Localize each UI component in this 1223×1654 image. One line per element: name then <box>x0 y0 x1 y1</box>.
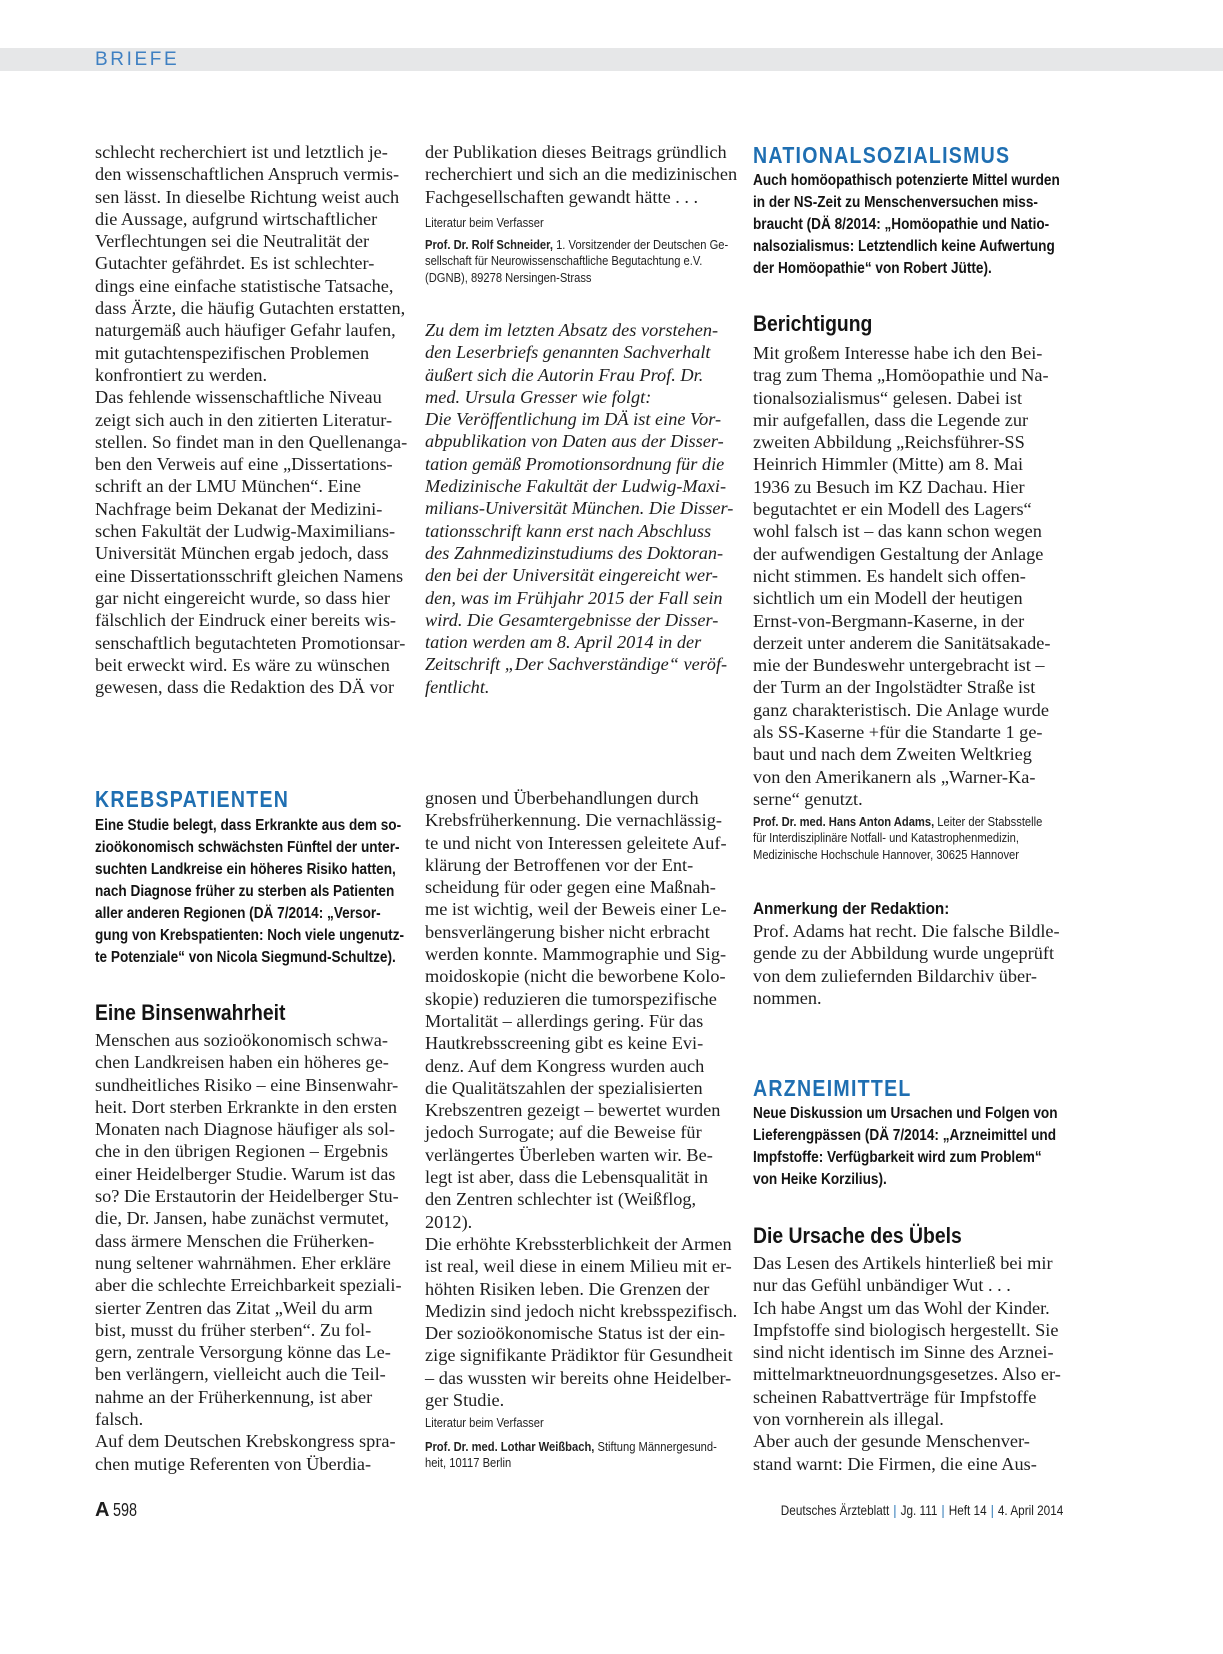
article-teaser <box>95 815 404 969</box>
body-line: Fachgesellschaften gewandt hätte . . . <box>425 186 699 207</box>
body-line: der Publikation dieses Beitrags gründlich <box>425 142 727 162</box>
author-line: sellschaft für Neurowissenschaftliche Begutachtung e.V. <box>425 253 703 269</box>
reply-line: den Leserbriefs genannten Sachverhalt <box>425 342 711 363</box>
literature-note: Literatur beim Verfasser <box>425 214 544 230</box>
body-line: wohl falsch ist – das kann schon wegen <box>753 521 1042 542</box>
body-line: schen Fakultät der Ludwig-Maximilians- <box>95 521 396 542</box>
body-line: schrift an der LMU München“. Eine <box>95 476 362 497</box>
author-name: Prof. Dr. med. Lothar Weißbach, <box>425 1438 595 1454</box>
body-line: gende zu der Abbildung wurde ungeprüft <box>753 943 1055 964</box>
author-signature <box>753 814 1042 864</box>
body-line: te und nicht von Interessen geleitete Auf- <box>425 832 727 853</box>
body-line: klärung der Betroffenen vor der Ent- <box>425 854 694 875</box>
letter-body-col1 <box>95 141 407 698</box>
letter-body-col3 <box>753 342 1050 810</box>
body-line: dass Ärzte, die häufig Gutachten erstatten, <box>95 298 406 319</box>
body-line: eine Dissertationsschrift gleichen Namens <box>95 565 404 586</box>
teaser-line: in der NS-Zeit zu Menschenversuchen miss- <box>753 194 1038 211</box>
body-line: jedoch Surrogate; auf die Beweise für <box>425 1122 702 1143</box>
body-line: senschaftlich begutachteten Promotionsar- <box>95 632 406 653</box>
body-line: als SS-Kaserne +für die Standarte 1 ge- <box>753 722 1043 743</box>
reply-line: Zu dem im letzten Absatz des vorstehen- <box>425 320 719 340</box>
author-name: Prof. Dr. med. Hans Anton Adams, <box>753 813 935 829</box>
body-line: die Qualitätszahlen der spezialisierten <box>425 1077 703 1098</box>
rubric-heading: KREBSPATIENTEN <box>95 786 290 812</box>
body-line: Heinrich Himmler (Mitte) am 8. Mai <box>753 454 1024 475</box>
page-prefix: A <box>95 1499 110 1521</box>
reply-line: Zeitschrift „Der Sachverständige“ veröf- <box>425 654 728 675</box>
footer-separator: | <box>893 1502 897 1518</box>
teaser-line: von Heike Korzilius). <box>753 1171 887 1188</box>
body-line: sundheitliches Risiko – eine Binsenwahr- <box>95 1074 399 1095</box>
body-line: naturgemäß auch häufiger Gefahr laufen, <box>95 320 396 341</box>
body-line: Krebszentren gezeigt – bewertet wurden <box>425 1100 721 1121</box>
body-line: mir aufgefallen, dass die Legende zur <box>753 409 1029 430</box>
body-line: Ich habe Angst um das Wohl der Kinder. <box>753 1297 1050 1318</box>
teaser-line: Neue Diskussion um Ursachen und Folgen von <box>753 1105 1058 1122</box>
body-line: scheidung für oder gegen eine Maßnah- <box>425 877 716 898</box>
body-line: 1936 zu Besuch im KZ Dachau. Hier <box>753 476 1025 497</box>
body-line: serne“ genutzt. <box>753 788 863 809</box>
body-line: fälschlich der Eindruck einer bereits wis- <box>95 610 397 631</box>
body-line: recherchiert und sich an die medizinischen <box>425 164 738 185</box>
body-line: von den Amerikanern als „Warner-Ka- <box>753 766 1036 787</box>
body-line: ben den Verweis auf eine „Dissertations- <box>95 454 393 475</box>
body-line: nommen. <box>753 987 822 1008</box>
article-teaser <box>753 1103 1058 1191</box>
body-line: ist real, weil diese in einem Milieu mit er- <box>425 1256 732 1277</box>
rubric-heading: ARZNEIMITTEL <box>753 1075 912 1101</box>
body-line: den Zentren schlechter ist (Weißflog, <box>425 1189 697 1210</box>
author-affiliation-more <box>425 253 728 287</box>
teaser-line: aller anderen Regionen (DÄ 7/2014: „Versor- <box>95 905 381 922</box>
body-line: einer Heidelberger Studie. Warum ist das <box>95 1163 396 1184</box>
body-line: Das Lesen des Artikels hinterließ bei mir <box>753 1253 1053 1273</box>
body-line: ganz charakteristisch. Die Anlage wurde <box>753 699 1049 720</box>
publication-name: Deutsches Ärzteblatt <box>780 1502 890 1518</box>
body-line: chen mutige Referenten von Überdia- <box>95 1453 372 1474</box>
body-line: nung seltener wahrnähmen. Eher erkläre <box>95 1252 391 1273</box>
article-teaser <box>753 170 1060 280</box>
teaser-line: Eine Studie belegt, dass Erkrankte aus dem so- <box>95 817 402 834</box>
letter-title: Eine Binsenwahrheit <box>95 1000 286 1025</box>
body-line: den wissenschaftlichen Anspruch vermis- <box>95 164 400 185</box>
letter-body-col3 <box>753 1252 1061 1475</box>
body-line: beit erweckt wird. Es wäre zu wünschen <box>95 654 390 675</box>
literature-note: Literatur beim Verfasser <box>425 1414 544 1430</box>
body-line: nur das Gefühl unbändiger Wut . . . <box>753 1275 1011 1296</box>
body-line: moidoskopie (nicht die beworbene Kolo- <box>425 966 726 987</box>
body-line: Gutachter gefährdet. Es ist schlechter- <box>95 253 375 274</box>
reply-line: Medizinische Fakultät der Ludwig-Maxi- <box>425 476 727 497</box>
body-line: bist, musst du früher sterben“. Zu fol- <box>95 1319 372 1340</box>
body-line: nahme an der Früherkennung, ist aber <box>95 1386 373 1407</box>
reply-line: den, was im Frühjahr 2015 der Fall sein <box>425 587 723 608</box>
body-line: zige signifikante Prädiktor für Gesundheit <box>425 1345 733 1366</box>
letter-title: Die Ursache des Übels <box>753 1223 962 1248</box>
teaser-line: zioökonomisch schwächsten Fünftel der unter- <box>95 839 400 856</box>
body-line: che in den übrigen Regionen – Ergebnis <box>95 1141 389 1162</box>
section-label: BRIEFE <box>95 49 180 70</box>
reply-line: den bei der Universität eingereicht wer- <box>425 565 718 586</box>
body-line: Verflechtungen sei die Neutralität der <box>95 231 370 252</box>
reply-line: Die Veröffentlichung im DÄ ist eine Vor- <box>425 409 722 430</box>
author-line <box>753 814 1042 831</box>
body-line: konfrontiert zu werden. <box>95 364 268 385</box>
body-line: legt ist aber, dass die Lebensqualität in <box>425 1167 709 1188</box>
page-number <box>95 1498 144 1522</box>
body-line: Mortalität – allerdings gering. Für das <box>425 1010 704 1031</box>
teaser-line: te Potenziale“ von Nicola Siegmund-Schultze). <box>95 949 396 966</box>
reply-line: tation werden am 8. April 2014 in der <box>425 632 702 653</box>
body-line: Prof. Adams hat recht. Die falsche Bildle- <box>753 921 1060 941</box>
author-name: Prof. Dr. Rolf Schneider, <box>425 236 553 252</box>
reply-line: äußert sich die Autorin Frau Prof. Dr. <box>425 364 704 385</box>
author-affiliation-more <box>753 830 1042 864</box>
body-line: sichtlich um ein Modell der heutigen <box>753 588 1023 609</box>
issue-date: 4. April 2014 <box>997 1502 1063 1518</box>
author-line: (DGNB), 89278 Nersingen-Strass <box>425 270 592 286</box>
author-affiliation: Leiter der Stabsstelle <box>934 813 1043 829</box>
footer-separator: | <box>990 1502 994 1518</box>
body-line: ger Studie. <box>425 1390 505 1411</box>
body-line: 2012). <box>425 1211 473 1232</box>
letter-body-col1 <box>95 1029 402 1475</box>
letter-body-col2 <box>425 141 737 208</box>
body-line: Aber auch der gesunde Menschenver- <box>753 1431 1030 1452</box>
teaser-line: Auch homöopathisch potenzierte Mittel wurden <box>753 172 1060 189</box>
editorial-reply <box>425 319 733 698</box>
body-line: Universität München ergab jedoch, dass <box>95 543 389 564</box>
body-line: Das fehlende wissenschaftliche Niveau <box>95 387 382 408</box>
page-number-value: 598 <box>113 1500 138 1520</box>
rubric-heading: NATIONALSOZIALISMUS <box>753 142 1011 168</box>
body-line: höhten Risiken leben. Die Grenzen der <box>425 1278 710 1299</box>
body-line: derzeit unter anderem die Sanitätsakade- <box>753 632 1051 653</box>
body-line: Monaten nach Diagnose häufiger als sol- <box>95 1119 396 1140</box>
body-line: mie der Bundeswehr untergebracht ist – <box>753 655 1045 676</box>
body-line: schlecht recherchiert ist und letztlich je- <box>95 142 388 162</box>
body-line: stellen. So findet man in den Quellenanga- <box>95 431 408 452</box>
teaser-line: gung von Krebspatienten: Noch viele ungenutz- <box>95 927 405 944</box>
section-header-bar <box>0 48 1223 71</box>
body-line: gnosen und Überbehandlungen durch <box>425 788 699 808</box>
body-line: Mit großem Interesse habe ich den Bei- <box>753 343 1043 363</box>
body-line: gern, zentrale Versorgung könne das Le- <box>95 1342 391 1363</box>
body-line: dass ärmere Menschen die Früherken- <box>95 1230 375 1251</box>
body-line: bensverlängerung bisher nicht erbracht <box>425 921 710 942</box>
reply-line: wird. Die Gesamtergebnisse der Disser- <box>425 609 719 630</box>
teaser-line: Lieferengpässen (DÄ 7/2014: „Arzneimittel und <box>753 1127 1057 1144</box>
body-line: nicht stimmen. Es handelt sich offen- <box>753 565 1026 586</box>
author-line <box>425 1439 717 1456</box>
body-line: sierter Zentren das Zitat „Weil du arm <box>95 1297 373 1318</box>
body-line: Menschen aus sozioökonomisch schwa- <box>95 1030 388 1050</box>
issue: Heft 14 <box>948 1502 987 1518</box>
body-line: Die erhöhte Krebssterblichkeit der Armen <box>425 1233 732 1254</box>
publication-info <box>781 1500 1063 1520</box>
editor-note-body <box>753 920 1060 1009</box>
letter-title: Berichtigung <box>753 311 873 336</box>
reply-line: des Zahnmedizinstudiums des Doktoran- <box>425 542 724 563</box>
body-line: me ist wichtig, weil der Beweis einer Le- <box>425 899 727 920</box>
body-line: Medizin sind jedoch nicht krebsspezifisch. <box>425 1300 738 1321</box>
author-affiliation: Stiftung Männergesund- <box>594 1438 717 1454</box>
body-line: Nachfrage beim Dekanat der Medizini- <box>95 498 383 519</box>
body-line: Hautkrebsscreening gibt es keine Evi- <box>425 1033 704 1054</box>
body-line: sind nicht identisch im Sinne des Arznei- <box>753 1342 1054 1363</box>
footer-separator: | <box>941 1502 945 1518</box>
teaser-line: der Homöopathie“ von Robert Jütte). <box>753 260 992 277</box>
author-line: heit, 10117 Berlin <box>425 1455 512 1471</box>
body-line: scheinen Rabattverträge für Impfstoffe <box>753 1386 1037 1407</box>
body-line: von vornherein als illegal. <box>753 1409 944 1430</box>
author-affiliation-more <box>425 1455 717 1472</box>
body-line: sen lässt. In dieselbe Richtung weist auch <box>95 186 400 207</box>
body-line: Krebsfrüherkennung. Die vernachlässig- <box>425 810 722 831</box>
body-line: von dem zuliefernden Bildarchiv über- <box>753 965 1037 986</box>
body-line: denz. Auf dem Kongress wurden auch <box>425 1055 705 1076</box>
body-line: werden konnte. Mammographie und Sig- <box>425 944 727 965</box>
body-line: falsch. <box>95 1409 144 1430</box>
teaser-line: nach Diagnose früher zu sterben als Patienten <box>95 883 395 900</box>
body-line: chen Landkreisen haben ein höheres ge- <box>95 1052 389 1073</box>
teaser-line: suchten Landkreise ein höheres Risiko hatten, <box>95 861 396 878</box>
teaser-line: Impfstoffe: Verfügbarkeit wird zum Problem“ <box>753 1149 1042 1166</box>
body-line: begutachtet er ein Modell des Lagers“ <box>753 499 1032 520</box>
body-line: – das wussten wir bereits ohne Heidelber- <box>425 1367 732 1388</box>
author-line: für Interdisziplinäre Notfall- und Katastrophenmedizin, <box>753 830 1019 846</box>
editor-note-title: Anmerkung der Redaktion: <box>753 899 950 918</box>
body-line: der aufwendigen Gestaltung der Anlage <box>753 543 1044 564</box>
body-line: die, Dr. Jansen, habe zunächst vermutet, <box>95 1208 389 1229</box>
reply-line: milians-Universität München. Die Disser- <box>425 498 734 519</box>
volume: Jg. 111 <box>900 1502 938 1518</box>
body-line: Impfstoffe sind biologisch hergestellt. Sie <box>753 1319 1059 1340</box>
body-line: zweiten Abbildung „Reichsführer-SS <box>753 432 1025 453</box>
author-line <box>425 237 728 254</box>
author-line: Medizinische Hochschule Hannover, 30625 Hannover <box>753 847 1019 863</box>
reply-line: fentlicht. <box>425 676 490 697</box>
body-line: so? Die Erstautorin der Heidelberger Stu- <box>95 1186 399 1207</box>
body-line: heit. Dort sterben Erkrankte in den ersten <box>95 1096 398 1117</box>
body-line: baut und nach dem Zweiten Weltkrieg <box>753 744 1032 765</box>
reply-line: tation gemäß Promotionsordnung für die <box>425 453 725 474</box>
body-line: dings eine einfache statistische Tatsache, <box>95 275 394 296</box>
reply-line: tationsschrift kann erst nach Abschluss <box>425 520 712 541</box>
body-line: gar nicht eingereicht wurde, so dass hier <box>95 587 390 608</box>
teaser-line: nalsozialismus: Letztendlich keine Aufwertung <box>753 238 1055 255</box>
letter-body-col2 <box>425 787 737 1411</box>
body-line: zeigt sich auch in den zitierten Literatur- <box>95 409 393 430</box>
author-affiliation: 1. Vorsitzender der Deutschen Ge- <box>552 236 729 252</box>
body-line: mit gutachtenspezifischen Problemen <box>95 342 370 363</box>
body-line: Der sozioökonomische Status ist der ein- <box>425 1323 726 1344</box>
body-line: gewesen, dass die Redaktion des DÄ vor <box>95 677 395 698</box>
body-line: aber die schlechte Erreichbarkeit speziali- <box>95 1275 402 1296</box>
author-signature <box>425 237 728 287</box>
body-line: verlängertes Überleben warten wir. Be- <box>425 1144 713 1165</box>
body-line: stand warnt: Die Firmen, die eine Aus- <box>753 1453 1037 1474</box>
reply-line: med. Ursula Gresser wie folgt: <box>425 386 652 407</box>
body-line: Ernst-von-Bergmann-Kaserne, in der <box>753 610 1025 631</box>
reply-line: abpublikation von Daten aus der Disser- <box>425 431 724 452</box>
body-line: trag zum Thema „Homöopathie und Na- <box>753 365 1049 386</box>
body-line: tionalsozialismus“ gelesen. Dabei ist <box>753 387 1023 408</box>
author-signature <box>425 1439 717 1473</box>
body-line: Auf dem Deutschen Krebskongress spra- <box>95 1431 396 1452</box>
body-line: ben verlängern, vielleicht auch die Teil- <box>95 1364 386 1385</box>
body-line: die Aussage, aufgrund wirtschaftlicher <box>95 208 378 229</box>
body-line: skopie) reduzieren die tumorspezifische <box>425 988 717 1009</box>
body-line: mittelmarktneuordnungsgesetzes. Also er- <box>753 1364 1061 1385</box>
teaser-line: braucht (DÄ 8/2014: „Homöopathie und Natio- <box>753 216 1050 233</box>
body-line: der Turm an der Ingolstädter Straße ist <box>753 677 1036 698</box>
